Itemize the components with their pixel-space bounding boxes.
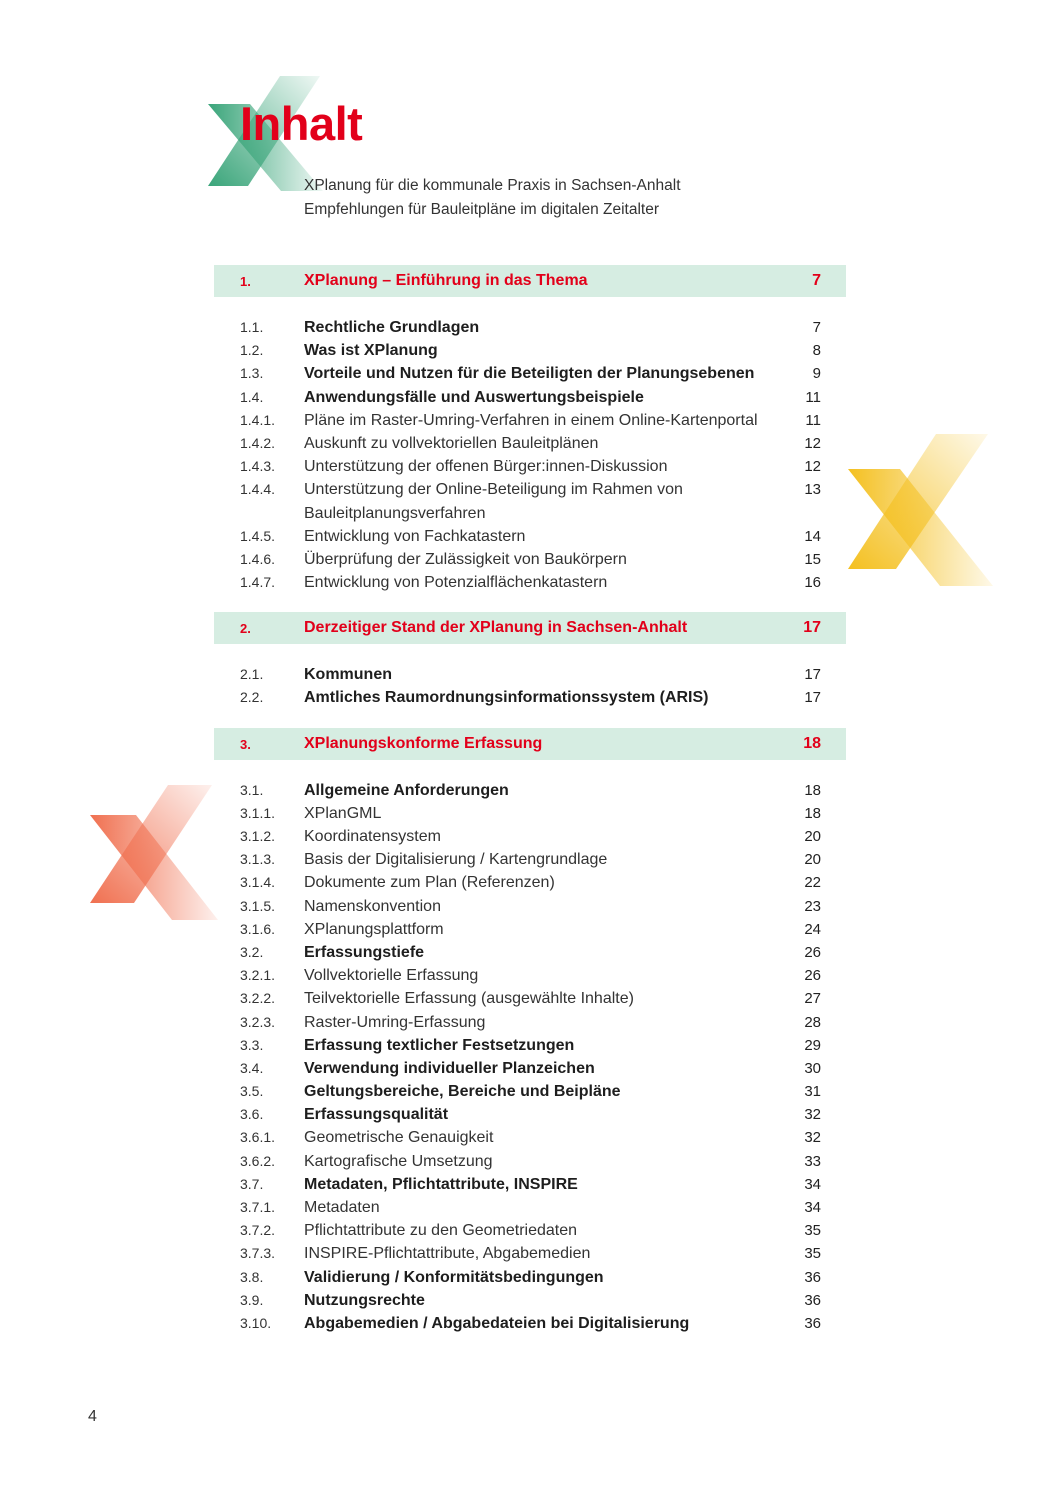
- entry-num: 3.1.1.: [240, 804, 276, 821]
- toc-entry[interactable]: [214, 455, 846, 478]
- toc-entry[interactable]: [214, 871, 846, 894]
- entry-page: 36: [804, 1314, 821, 1332]
- entry-num: 3.1.4.: [240, 874, 276, 891]
- entry-title: Erfassungsqualität: [304, 1106, 449, 1124]
- toc-entry[interactable]: [214, 548, 846, 571]
- entry-num: 1.4.3.: [240, 458, 276, 475]
- toc-section-heading[interactable]: [214, 728, 846, 760]
- entry-num: 2.1.: [240, 666, 264, 683]
- toc-entry[interactable]: [214, 802, 846, 825]
- entry-page: 15: [804, 550, 821, 568]
- entry-page: 31: [804, 1083, 821, 1101]
- toc-entries: [214, 760, 846, 1354]
- toc-entry[interactable]: [214, 1103, 846, 1126]
- toc-entry[interactable]: [214, 571, 846, 594]
- entry-page: 26: [804, 967, 821, 985]
- entry-page: 36: [804, 1291, 821, 1309]
- section-num: 2.: [240, 621, 251, 637]
- entry-num: 1.1.: [240, 319, 264, 335]
- toc-entry[interactable]: [214, 1150, 846, 1173]
- entry-page: 16: [804, 574, 821, 592]
- entry-page: 34: [804, 1199, 821, 1217]
- entry-title: Validierung / Konformitätsbedingungen: [304, 1268, 604, 1286]
- entry-title: Namenskonvention: [304, 897, 441, 915]
- entry-title: INSPIRE-Pflichtattribute, Abgabemedien: [304, 1245, 591, 1263]
- entry-num: 3.6.2.: [240, 1152, 276, 1169]
- toc-entry[interactable]: [214, 1266, 846, 1289]
- red-x-decoration-icon: [90, 785, 218, 920]
- entry-page: 20: [804, 851, 821, 869]
- entry-title: Amtliches Raumordnungsinformationssystem (ARIS): [304, 689, 709, 707]
- entry-num: 1.4.7.: [240, 574, 276, 591]
- entry-page: 11: [805, 411, 821, 429]
- entry-title: Erfassung textlicher Festsetzungen: [304, 1036, 575, 1054]
- toc-entry[interactable]: [214, 316, 846, 339]
- entry-title: Auskunft zu vollvektoriellen Bauleitplänen: [304, 434, 599, 452]
- entry-num: 3.1.2.: [240, 828, 276, 845]
- toc-entry[interactable]: [214, 1219, 846, 1242]
- toc-entry[interactable]: [214, 386, 846, 409]
- entry-num: 1.4.6.: [240, 550, 276, 567]
- entry-page: 22: [804, 874, 821, 892]
- entry-num: 3.10.: [240, 1314, 272, 1331]
- entry-num: 3.7.3.: [240, 1245, 276, 1262]
- entry-title: Raster-Umring-Erfassung: [304, 1013, 486, 1031]
- entry-num: 3.1.3.: [240, 851, 276, 868]
- subtitle-line-1: XPlanung für die kommunale Praxis in Sachsen-Anhalt: [304, 177, 681, 194]
- toc-entry[interactable]: [214, 409, 846, 432]
- entry-title: Kommunen: [304, 666, 392, 684]
- entry-page: 32: [804, 1106, 821, 1124]
- entry-title: Unterstützung der Online-Beteiligung im Rahmen von Bauleitplanungsverfahren: [304, 481, 683, 522]
- toc-entry[interactable]: [214, 478, 846, 524]
- entry-page: 27: [804, 990, 821, 1008]
- table-of-contents: [214, 265, 846, 1353]
- entry-page: 29: [804, 1036, 821, 1054]
- entry-num: 3.4.: [240, 1059, 264, 1076]
- toc-entry[interactable]: [214, 895, 846, 918]
- toc-entry[interactable]: [214, 1126, 846, 1149]
- entry-page: 7: [812, 319, 821, 336]
- section-page: 18: [803, 734, 821, 752]
- page-number: 4: [88, 1408, 97, 1425]
- section-title: XPlanungskonforme Erfassung: [304, 734, 543, 752]
- section-page: 17: [803, 619, 821, 637]
- toc-entries: [214, 644, 846, 727]
- page-title: Inhalt: [240, 97, 363, 150]
- entry-page: 35: [804, 1245, 821, 1263]
- toc-entry[interactable]: [214, 918, 846, 941]
- toc-entry[interactable]: [214, 663, 846, 686]
- entry-title: Kartografische Umsetzung: [304, 1152, 493, 1170]
- entry-page: 18: [804, 804, 821, 822]
- entry-title: Geltungsbereiche, Bereiche und Beipläne: [304, 1083, 621, 1101]
- entry-page: 28: [804, 1013, 821, 1031]
- entry-page: 35: [804, 1222, 821, 1240]
- entry-title: Unterstützung der offenen Bürger:innen-Diskussion: [304, 458, 668, 476]
- entry-num: 2.2.: [240, 689, 264, 706]
- entry-page: 14: [804, 527, 821, 545]
- entry-num: 3.2.1.: [240, 967, 276, 984]
- entry-num: 1.4.4.: [240, 481, 276, 498]
- entry-title: Anwendungsfälle und Auswertungsbeispiele: [304, 388, 644, 406]
- entry-title: Vorteile und Nutzen für die Beteiligten der Planungsebenen: [304, 365, 755, 383]
- entry-title: Verwendung individueller Planzeichen: [304, 1059, 595, 1077]
- entry-num: 1.3.: [240, 365, 264, 382]
- entry-page: 18: [804, 781, 821, 799]
- toc-entry[interactable]: [214, 1173, 846, 1196]
- entry-num: 1.2.: [240, 342, 264, 359]
- toc-entry[interactable]: [214, 1312, 846, 1335]
- entry-title: Erfassungstiefe: [304, 943, 425, 961]
- entry-title: Pläne im Raster-Umring-Verfahren in einem Online-Kartenportal: [304, 411, 758, 429]
- entry-title: Basis der Digitalisierung / Kartengrundlage: [304, 851, 608, 869]
- entry-page: 32: [804, 1129, 821, 1147]
- entry-num: 3.1.6.: [240, 920, 276, 937]
- toc-entry[interactable]: [214, 1057, 846, 1080]
- entry-page: 24: [804, 920, 821, 938]
- entry-title: Dokumente zum Plan (Referenzen): [304, 874, 555, 892]
- entry-title: Koordinatensystem: [304, 828, 441, 846]
- entry-title: Abgabemedien / Abgabedateien bei Digitalisierung: [304, 1314, 690, 1332]
- section-page: 7: [812, 272, 821, 289]
- entry-num: 3.7.2.: [240, 1222, 276, 1239]
- section-num: 1.: [240, 274, 251, 289]
- entry-num: 3.1.5.: [240, 897, 276, 914]
- entry-num: 1.4.: [240, 388, 264, 405]
- entry-title: Geometrische Genauigkeit: [304, 1129, 494, 1147]
- entry-num: 3.1.: [240, 781, 264, 798]
- entry-title: Entwicklung von Potenzialflächenkatastern: [304, 574, 608, 592]
- entry-page: 9: [812, 365, 821, 383]
- entry-page: 11: [805, 388, 821, 406]
- entry-page: 13: [804, 481, 821, 499]
- entry-page: 20: [804, 828, 821, 846]
- entry-page: 12: [804, 458, 821, 476]
- entry-title: Metadaten, Pflichtattribute, INSPIRE: [304, 1175, 578, 1193]
- toc-entry[interactable]: [214, 964, 846, 987]
- entry-num: 3.3.: [240, 1036, 264, 1053]
- section-title: XPlanung – Einführung in das Thema: [304, 272, 588, 289]
- entry-title: Metadaten: [304, 1199, 380, 1217]
- entry-page: 17: [804, 689, 821, 707]
- entry-num: 3.2.2.: [240, 990, 276, 1007]
- entry-num: 3.8.: [240, 1268, 264, 1285]
- entry-num: 3.6.: [240, 1106, 264, 1123]
- entry-num: 3.2.: [240, 943, 264, 960]
- entry-num: 3.7.1.: [240, 1199, 276, 1216]
- toc-entry[interactable]: [214, 686, 846, 709]
- toc-entry[interactable]: [214, 1080, 846, 1103]
- toc-entry[interactable]: [214, 1011, 846, 1034]
- toc-entry[interactable]: [214, 987, 846, 1010]
- entry-num: 1.4.1.: [240, 411, 276, 428]
- entry-num: 3.7.: [240, 1175, 264, 1192]
- entry-num: 3.2.3.: [240, 1013, 276, 1030]
- entry-page: 34: [804, 1175, 821, 1193]
- entry-num: 1.4.2.: [240, 434, 276, 451]
- entry-title: Überprüfung der Zulässigkeit von Baukörpern: [304, 550, 627, 568]
- entry-title: Vollvektorielle Erfassung: [304, 967, 479, 985]
- entry-title: Nutzungsrechte: [304, 1291, 425, 1309]
- entry-title: XPlanGML: [304, 804, 382, 822]
- entry-num: 1.4.5.: [240, 527, 276, 544]
- toc-entries: [214, 297, 846, 612]
- entry-page: 26: [804, 943, 821, 961]
- entry-title: Allgemeine Anforderungen: [304, 781, 509, 799]
- toc-entry[interactable]: [214, 525, 846, 548]
- toc-entry[interactable]: [214, 779, 846, 802]
- entry-num: 3.9.: [240, 1291, 264, 1308]
- entry-page: 12: [804, 434, 821, 452]
- toc-entry[interactable]: [214, 1034, 846, 1057]
- entry-page: 8: [812, 342, 821, 360]
- entry-title: Rechtliche Grundlagen: [304, 319, 480, 336]
- entry-num: 3.5.: [240, 1083, 264, 1100]
- section-title: Derzeitiger Stand der XPlanung in Sachsen-Anhalt: [304, 619, 688, 637]
- toc-entry[interactable]: [214, 848, 846, 871]
- toc-entry[interactable]: [214, 941, 846, 964]
- entry-title: Was ist XPlanung: [304, 342, 438, 360]
- toc-section-heading[interactable]: [214, 265, 846, 297]
- toc-entry[interactable]: [214, 1289, 846, 1312]
- entry-title: XPlanungsplattform: [304, 920, 444, 938]
- toc-entry[interactable]: [214, 362, 846, 385]
- entry-title: Entwicklung von Fachkatastern: [304, 527, 526, 545]
- entry-page: 36: [804, 1268, 821, 1286]
- toc-entry[interactable]: [214, 339, 846, 362]
- entry-page: 30: [804, 1059, 821, 1077]
- entry-title: Pflichtattribute zu den Geometriedaten: [304, 1222, 578, 1240]
- yellow-x-decoration-icon: [848, 434, 993, 586]
- toc-section-heading[interactable]: [214, 612, 846, 644]
- toc-entry[interactable]: [214, 1196, 846, 1219]
- subtitle-line-2: Empfehlungen für Bauleitpläne im digitalen Zeitalter: [304, 201, 659, 218]
- entry-page: 17: [804, 666, 821, 684]
- section-num: 3.: [240, 736, 251, 752]
- entry-page: 23: [804, 897, 821, 915]
- entry-num: 3.6.1.: [240, 1129, 276, 1146]
- entry-title: Teilvektorielle Erfassung (ausgewählte Inhalte): [304, 990, 634, 1008]
- toc-entry[interactable]: [214, 825, 846, 848]
- toc-entry[interactable]: [214, 1242, 846, 1265]
- toc-entry[interactable]: [214, 432, 846, 455]
- entry-page: 33: [804, 1152, 821, 1170]
